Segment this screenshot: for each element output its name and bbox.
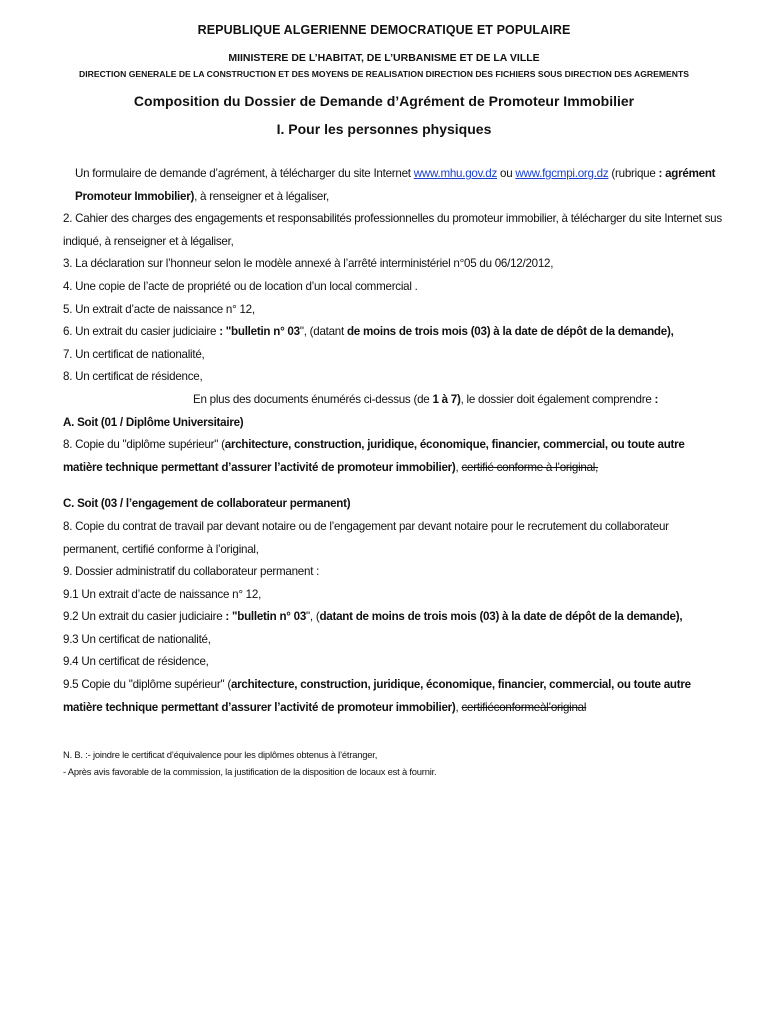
link-mhu[interactable]: www.mhu.gov.dz (413, 167, 498, 180)
link-fgcmpi[interactable]: www.fgcmpi.org.dz (515, 167, 609, 180)
section-c-item-9-3: 9.3 Un certificat de nationalité, (63, 632, 211, 646)
section-c-item-9: 9. Dossier administratif du collaborateur permanent : (63, 565, 320, 579)
item-6: 6. Un extrait du casier judiciaire : "bulletin n° 03", (datant de moins de trois mois (03) à la date de dépôt de la demande), (63, 325, 674, 339)
section-a-item-8: 8. Copie du "diplôme supérieur" (architecture, construction, juridique, économique, financier, commercial, ou toute autre matière technique permettant d’assurer l’activité de promoteur immobilier), certifié conforme à l’original, (63, 438, 685, 474)
nb-line-2: - Après avis favorable de la commission, la justification de la disposition de locaux est à fournir. (63, 766, 437, 777)
item-2: 2. Cahier des charges des engagements et responsabilités professionnelles du promoteur immobilier, à télécharger du site Internet sus indiqué, à renseigner et à légaliser, (63, 212, 722, 248)
header-republic: REPUBLIQUE ALGERIENNE DEMOCRATIQUE ET POPULAIRE (197, 23, 571, 37)
additional-docs-note: En plus des documents énumérés ci-dessus (de 1 à 7), le dossier doit également comprendre : (193, 392, 659, 406)
section-c-item-9-1: 9.1 Un extrait d’acte de naissance n° 12, (63, 587, 262, 601)
item-7: 7. Un certificat de nationalité, (63, 347, 205, 361)
item-3: 3. La déclaration sur l’honneur selon le modèle annexé à l’arrêté interministériel n°05 du 06/12/2012, (63, 257, 554, 271)
section-c-item-9-4: 9.4 Un certificat de résidence, (63, 655, 209, 669)
item-5: 5. Un extrait d’acte de naissance n° 12, (63, 302, 255, 316)
struck-text: certifiéconformeàl’original (461, 700, 587, 714)
header-direction: DIRECTION GENERALE DE LA CONSTRUCTION ET DES MOYENS DE REALISATION DIRECTION DES FICHIERS SOUS DIRECTION DES AGREMENTS (79, 69, 689, 79)
struck-text: certifié conforme à l’original, (461, 460, 599, 474)
nota-bene (63, 746, 723, 780)
item-8: 8. Un certificat de résidence, (63, 370, 203, 384)
section-c-item-9-5: 9.5 Copie du "diplôme supérieur" (architecture, construction, juridique, économique, financier, commercial, ou toute autre matière technique permettant d’assurer l’activité de promoteur immobilier), certifiéconformeàl’original (63, 678, 691, 714)
section-c-item-9-2: 9.2 Un extrait du casier judiciaire : "bulletin n° 03", (datant de moins de trois mois (03) à la date de dépôt de la demande), (63, 610, 683, 624)
document-title: Composition du Dossier de Demande d’Agrément de Promoteur Immobilier (133, 93, 635, 109)
document-body (63, 163, 723, 719)
item-1-form: Un formulaire de demande d’agrément, à télécharger du site Internet www.mhu.gov.dz ou www.fgcmpi.org.dz (rubrique : agrément Promoteur Immobilier), à renseigner et à légaliser, (75, 167, 716, 203)
section-a-heading: A. Soit (01 / Diplôme Universitaire) (63, 415, 244, 429)
nb-line-1: N. B. :- joindre le certificat d’équivalence pour les diplômes obtenus à l’étranger, (63, 749, 378, 760)
spacer (63, 479, 723, 493)
header-ministry: MIINISTERE DE L’HABITAT, DE L’URBANISME ET DE LA VILLE (228, 52, 540, 64)
document-subtitle: I. Pour les personnes physiques (276, 121, 492, 137)
item-4: 4. Une copie de l’acte de propriété ou de location d’un local commercial . (63, 279, 418, 293)
section-c-item-8: 8. Copie du contrat de travail par devant notaire ou de l’engagement par devant notaire pour le recrutement du collaborateur permanent, certifié conforme à l’original, (63, 519, 669, 556)
section-c-heading: C. Soit (03 / l’engagement de collaborateur permanent) (63, 497, 351, 511)
